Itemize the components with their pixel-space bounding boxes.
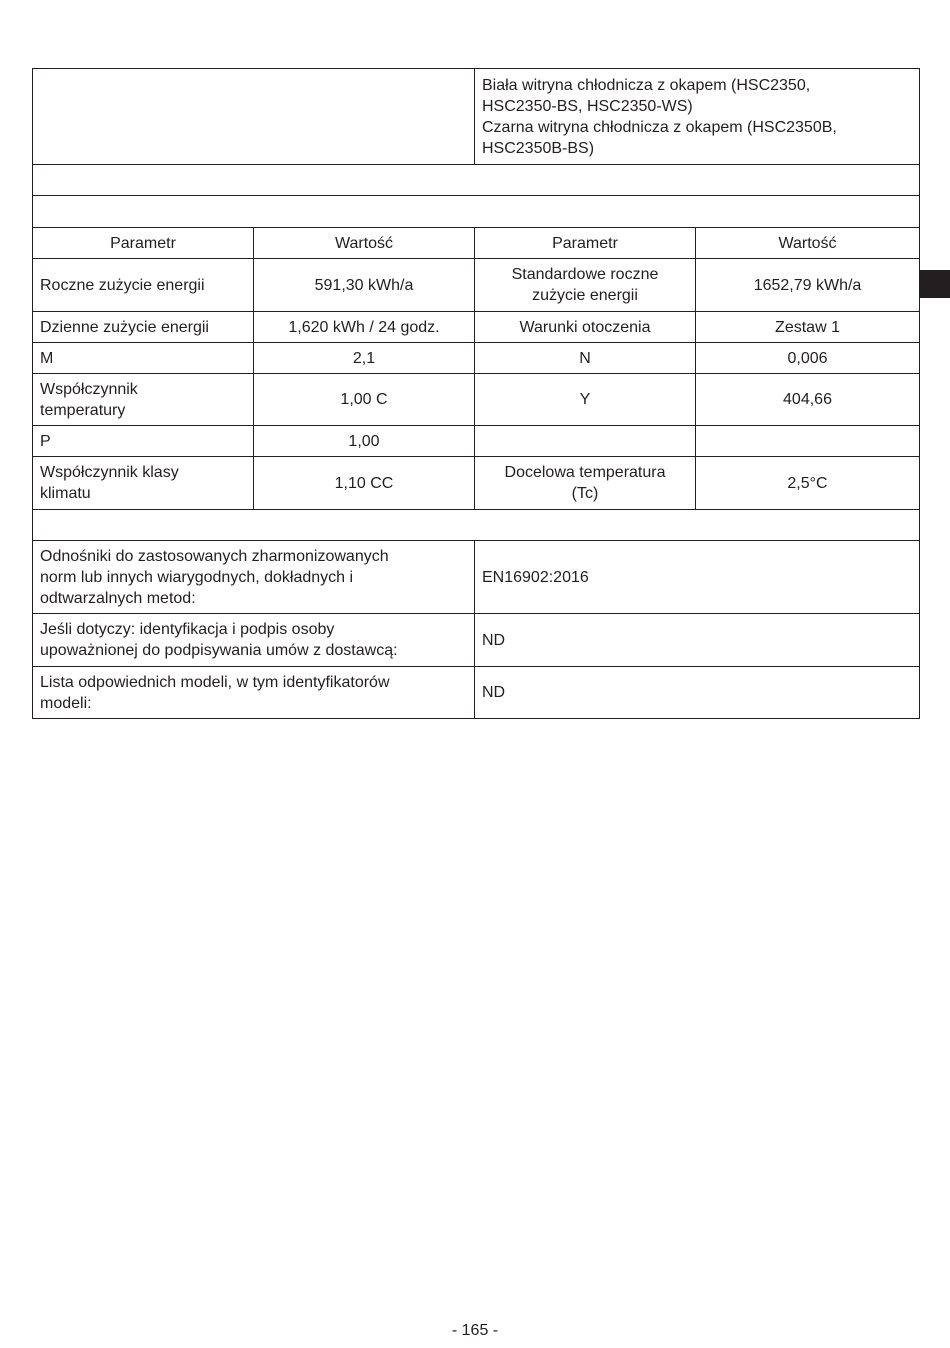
param-name: Dzienne zużycie energii bbox=[40, 318, 209, 336]
param-value: 1,00 bbox=[348, 432, 380, 450]
param-name: Współczynnik klasy bbox=[40, 464, 179, 481]
page-number: - 165 - bbox=[451, 1322, 499, 1339]
reference-row bbox=[33, 667, 920, 719]
param-name: N bbox=[579, 349, 591, 367]
reference-label-cell bbox=[33, 667, 475, 719]
param-name: M bbox=[40, 349, 54, 367]
param-row bbox=[33, 374, 920, 426]
column-header: Wartość bbox=[696, 228, 920, 259]
reference-value: ND bbox=[475, 667, 920, 719]
param-name: temperatury bbox=[40, 401, 126, 419]
column-header: Wartość bbox=[254, 228, 475, 259]
param-name: (Tc) bbox=[571, 485, 599, 502]
param-name-cell bbox=[475, 259, 696, 312]
section-tab-marker bbox=[920, 270, 950, 298]
reference-label: modeli: bbox=[40, 694, 92, 712]
model-line: HSC2350B-BS) bbox=[482, 139, 595, 157]
param-row bbox=[33, 343, 920, 374]
param-name-cell bbox=[475, 343, 696, 374]
param-value: 1,10 CC bbox=[334, 474, 394, 492]
param-value-cell bbox=[254, 343, 475, 374]
param-value-cell bbox=[254, 374, 475, 426]
reference-label: odtwarzalnych metod: bbox=[40, 589, 196, 607]
param-name: Y bbox=[579, 391, 591, 408]
reference-label: Jeśli dotyczy: identyfikacja i podpis osoby bbox=[40, 621, 335, 638]
param-name: zużycie energii bbox=[532, 287, 638, 304]
param-row bbox=[33, 426, 920, 457]
param-row bbox=[33, 312, 920, 343]
param-row bbox=[33, 457, 920, 510]
param-value-cell bbox=[696, 426, 920, 457]
param-value-cell bbox=[254, 426, 475, 457]
product-info-table bbox=[32, 68, 920, 719]
empty-row bbox=[33, 165, 920, 196]
model-row bbox=[33, 69, 920, 165]
reference-row bbox=[33, 614, 920, 667]
empty-cell bbox=[33, 196, 920, 228]
param-value: 2,1 bbox=[352, 349, 376, 367]
param-value: 1,00 C bbox=[340, 391, 388, 408]
column-header: Parametr bbox=[475, 228, 696, 259]
param-name: Standardowe roczne bbox=[511, 266, 659, 283]
param-value: 0,006 bbox=[787, 349, 828, 367]
param-name-cell bbox=[33, 374, 254, 426]
param-name-cell bbox=[475, 374, 696, 426]
param-name: Roczne zużycie energii bbox=[40, 276, 205, 294]
reference-value: EN16902:2016 bbox=[475, 541, 920, 614]
param-name: P bbox=[40, 432, 51, 450]
param-value-cell bbox=[254, 259, 475, 312]
model-line: Biała witryna chłodnicza z okapem (HSC2350, bbox=[482, 76, 811, 94]
model-line: HSC2350-BS, HSC2350-WS) bbox=[482, 97, 693, 115]
param-value: 2,5°C bbox=[787, 474, 828, 492]
param-value: 591,30 kWh/a bbox=[314, 276, 414, 294]
empty-row bbox=[33, 510, 920, 541]
param-value-cell bbox=[696, 343, 920, 374]
param-name-cell bbox=[33, 457, 254, 510]
reference-value: ND bbox=[475, 614, 920, 667]
param-value-cell bbox=[696, 312, 920, 343]
param-value-cell bbox=[254, 312, 475, 343]
param-name-cell bbox=[475, 312, 696, 343]
reference-label-cell bbox=[33, 614, 475, 667]
reference-label-cell bbox=[33, 541, 475, 614]
param-name: Warunki otoczenia bbox=[519, 318, 651, 336]
param-value-cell bbox=[696, 457, 920, 510]
column-header: Parametr bbox=[33, 228, 254, 259]
model-names-cell bbox=[475, 69, 920, 165]
param-value: 404,66 bbox=[783, 391, 832, 408]
reference-label: norm lub innych wiarygodnych, dokładnych i bbox=[40, 568, 354, 586]
empty-row bbox=[33, 196, 920, 228]
param-name: Docelowa temperatura bbox=[504, 464, 666, 481]
param-value-cell bbox=[254, 457, 475, 510]
param-name-cell bbox=[33, 312, 254, 343]
reference-label: upoważnionej do podpisywania umów z dostawcą: bbox=[40, 642, 398, 659]
param-name-cell bbox=[475, 426, 696, 457]
param-name: Współczynnik bbox=[40, 380, 138, 398]
empty-cell bbox=[33, 165, 920, 196]
param-name-cell bbox=[33, 259, 254, 312]
params-header-row bbox=[33, 228, 920, 259]
param-value: 1652,79 kWh/a bbox=[753, 276, 862, 294]
reference-row bbox=[33, 541, 920, 614]
param-name-cell bbox=[33, 343, 254, 374]
param-value: 1,620 kWh / 24 godz. bbox=[288, 318, 440, 336]
model-line: Czarna witryna chłodnicza z okapem (HSC2350B, bbox=[482, 118, 837, 136]
param-name-cell bbox=[33, 426, 254, 457]
empty-cell bbox=[33, 510, 920, 541]
param-row bbox=[33, 259, 920, 312]
param-value-cell bbox=[696, 374, 920, 426]
param-value: Zestaw 1 bbox=[775, 318, 840, 336]
param-value-cell bbox=[696, 259, 920, 312]
reference-label: Lista odpowiednich modeli, w tym identyfikatorów bbox=[40, 673, 390, 691]
param-name: klimatu bbox=[40, 485, 91, 502]
param-name-cell bbox=[475, 457, 696, 510]
model-label-cell bbox=[33, 69, 475, 165]
reference-label: Odnośniki do zastosowanych zharmonizowanych bbox=[40, 547, 389, 565]
